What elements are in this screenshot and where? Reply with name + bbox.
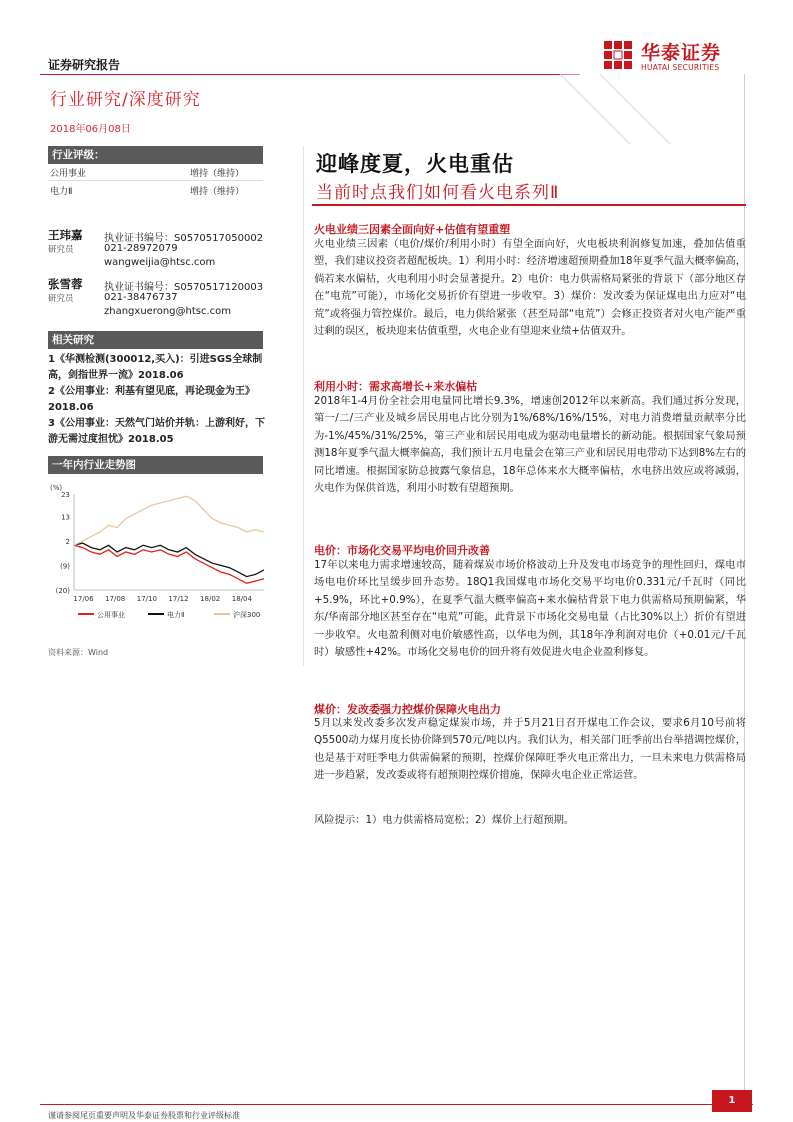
footer-disclaimer: 谨请参阅尾页重要声明及华泰证券股票和行业评级标准 xyxy=(48,1111,240,1120)
rating-sector: 电力Ⅱ xyxy=(50,187,73,197)
analyst-cert: 执业证书编号：S0570517120003 xyxy=(104,282,264,293)
legend-label: 公用事业 xyxy=(97,611,125,619)
y-tick-label: 2 xyxy=(65,537,70,546)
section-heading: 电价：市场化交易平均电价回升改善 xyxy=(314,544,490,557)
logo-text-en: HUATAI SECURITIES xyxy=(641,63,720,72)
x-tick-label: 18/02 xyxy=(200,595,221,603)
y-tick-label: (9) xyxy=(60,562,70,571)
related-heading: 相关研究 xyxy=(48,331,263,349)
analyst-phone: 021-38476737 xyxy=(104,292,178,303)
main-title: 迎峰度夏，火电重估 xyxy=(316,152,514,176)
section-heading: 利用小时：需求高增长+来水偏枯 xyxy=(314,380,478,393)
analyst-cert: 执业证书编号：S0570517050002 xyxy=(104,233,264,244)
x-tick-label: 18/04 xyxy=(231,595,252,603)
column-divider xyxy=(303,146,304,666)
report-date: 2018年06月08日 xyxy=(50,124,131,135)
legend-label: 沪深300 xyxy=(233,611,261,619)
analyst-phone: 021-28972079 xyxy=(104,243,178,254)
section-heading: 火电业绩三因素全面向好+估值有望重塑 xyxy=(314,223,511,236)
title-underline xyxy=(312,204,746,206)
analyst-title: 研究员 xyxy=(48,294,74,304)
y-axis-unit: (%) xyxy=(50,484,63,492)
x-tick-label: 17/08 xyxy=(105,595,126,603)
series-line xyxy=(74,543,264,577)
section-body: 5月以来发改委多次发声稳定煤炭市场，并于5月21日召开煤电工作会议，要求6月10号前将Q5500动力煤月度长协价降到570元/吨以内。我们认为，相关部门旺季前出台举措调控煤价，也是基于对旺季电力供需偏紧的预期，控煤价保障旺季火电正常出力，一旦未来电力供需格局进一步趋紧，发改委或将有超预期控煤价措施，保障火电企业正常运营。 xyxy=(314,717,746,782)
series-line xyxy=(74,496,264,545)
legend-label: 电力Ⅱ xyxy=(167,611,185,619)
section-body: 2018年1-4月份全社会用电量同比增长9.3%，增速创2012年以来新高。我们通过拆分发现，第一/二/三产业及城乡居民用电占比分别为1%/68%/16%/15%，对电力消费增量贡献率分比为-1%/45%/31%/25%，第三产业和居民用电成为驱动电量增长的新动能。根据国家气象局预测18年夏季气温大概率偏高，我们预计五月电量会在第三产业和居民用电带动下达到8%左右的同比增速。根据国家防总披露气象信息，18年总体来水大概率偏枯，水电挤出效应或将减弱，火电作为保供首选，利用小时数有望超预期。 xyxy=(314,395,746,495)
industry-trend-chart xyxy=(48,480,270,630)
related-item[interactable]: 3《公用事业：天然气门站价并轨：上游利好，下游无需过度担忧》2018.05 xyxy=(48,418,265,445)
section-body: 火电业绩三因素（电价/煤价/利用小时）有望全面向好，火电板块利润修复加速，叠加估值重塑，我们建议投资者超配板块。1）利用小时：经济增速超预期叠加18年夏季气温大概率偏高，倘若来水偏枯，火电利用小时会显著提升。2）电价：电力供需格局紧张的背景下（部分地区存在“电荒”可能），市场化交易折价有望进一步收窄。3）煤价：发改委为保证煤电出力应对“电荒”或将强力管控煤价。最后，电力供给紧张（甚至局部“电荒”）会修正投资者对火电产能严重过剩的误区，板块迎来估值重塑，火电企业有望迎来业绩+估值双升。 xyxy=(314,238,746,338)
x-tick-label: 17/12 xyxy=(168,595,189,603)
analyst-email[interactable]: zhangxuerong@htsc.com xyxy=(104,306,232,317)
report-category: 行业研究/深度研究 xyxy=(50,90,201,110)
related-item[interactable]: 1《华测检测(300012,买入)：引进SGS全球制高，剑指世界一流》2018.06 xyxy=(48,354,263,381)
x-tick-label: 17/06 xyxy=(73,595,94,603)
logo-text-cn: 华泰证券 xyxy=(641,42,722,64)
rating-heading: 行业评级： xyxy=(48,146,263,164)
sub-title: 当前时点我们如何看火电系列Ⅱ xyxy=(316,183,560,203)
header-decoration xyxy=(540,74,753,144)
related-item[interactable]: 2《公用事业：利基有望见底，再论现金为王》2018.06 xyxy=(48,386,255,413)
analyst-name: 王玮嘉 xyxy=(48,228,83,242)
series-line xyxy=(74,545,264,583)
rating-value: 增持（维持） xyxy=(190,187,245,197)
report-type: 证券研究报告 xyxy=(48,58,121,72)
analyst-name: 张雪蓉 xyxy=(48,277,83,291)
header-divider xyxy=(40,74,560,75)
risk-note: 风险提示：1）电力供需格局宽松；2）煤价上行超预期。 xyxy=(314,814,575,826)
footer-divider xyxy=(40,1104,753,1105)
rating-value: 增持（维持） xyxy=(190,169,245,179)
page-number: 1 xyxy=(712,1090,752,1112)
section-heading: 煤价：发改委强力控煤价保障火电出力 xyxy=(314,703,501,716)
rating-sector: 公用事业 xyxy=(50,169,87,179)
company-logo xyxy=(601,38,746,74)
analyst-email[interactable]: wangweijia@htsc.com xyxy=(104,257,216,268)
y-tick-label: 23 xyxy=(61,491,70,499)
x-tick-label: 17/10 xyxy=(136,595,157,603)
section-body: 17年以来电力需求增速较高，随着煤炭市场价格波动上升及发电市场竞争的理性回归，煤电市场电电价环比呈缓步回升态势。18Q1我国煤电市场化交易平均电价0.331元/千瓦时（同比+5.9%，环比+0.9%），在夏季气温大概率偏高+来水偏枯背景下电力供需格局预期偏紧，华东/华南部分地区甚至存在“电荒”可能，此背景下市场化交易电量（占比30%以上）折价有望进一步收窄。火电盈利侧对电价敏感性高，以华电为例，其18年净利润对电价（+0.01元/千瓦时）敏感性+42%。市场化交易电价的回升将有效促进火电企业盈利修复。 xyxy=(314,559,746,659)
chart-heading: 一年内行业走势图 xyxy=(48,456,263,474)
y-tick-label: (20) xyxy=(55,587,70,595)
logo-mark-icon xyxy=(601,38,635,72)
y-tick-label: 13 xyxy=(61,513,70,522)
rating-divider xyxy=(48,180,263,181)
analyst-title: 研究员 xyxy=(48,245,74,255)
chart-source: 资料来源：Wind xyxy=(48,648,109,657)
